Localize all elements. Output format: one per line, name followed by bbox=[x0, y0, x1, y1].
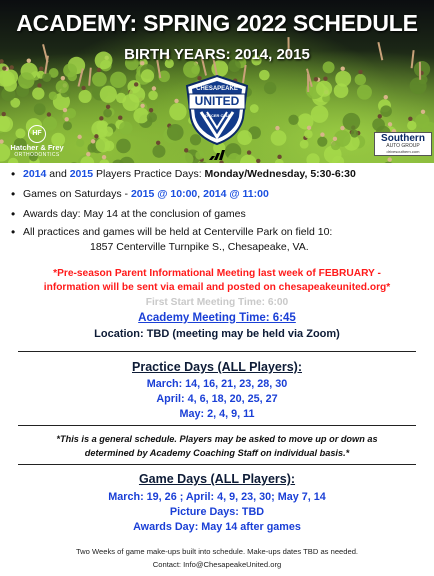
adidas-stripes-icon bbox=[207, 150, 227, 160]
schedule-notice-line2: determined by Academy Coaching Staff on individual basis.* bbox=[84, 448, 350, 458]
practice-may: May: 2, 4, 9, 11 bbox=[179, 408, 255, 420]
crest-main-text: UNITED bbox=[194, 94, 240, 108]
awards-day: Awards Day: May 14 after games bbox=[133, 521, 301, 533]
meeting-notice-line1: *Pre-season Parent Informational Meeting last week of FEBRUARY - bbox=[53, 268, 381, 279]
year-2014: 2014 bbox=[23, 168, 47, 180]
crest-bottom-text: SOCCER CLUB bbox=[202, 113, 232, 118]
hf-name: Hatcher & Frey bbox=[10, 143, 64, 152]
southern-auto-logo bbox=[374, 132, 432, 156]
year-2015: 2015 bbox=[69, 168, 94, 180]
hf-monogram: HF bbox=[28, 125, 46, 143]
header-banner bbox=[0, 0, 434, 163]
divider bbox=[18, 425, 416, 426]
practice-text: Players Practice Days: bbox=[93, 168, 205, 180]
hatcher-frey-logo bbox=[6, 125, 68, 158]
meeting-notice-line2: information will be sent via email and posted on chesapeakeunited.org* bbox=[43, 282, 391, 293]
birth-years-subtitle: BIRTH YEARS: 2014, 2015 bbox=[124, 46, 310, 63]
games-sep: , bbox=[197, 188, 204, 200]
page-title: ACADEMY: SPRING 2022 SCHEDULE bbox=[16, 10, 418, 36]
games-time-2014: 2014 @ 11:00 bbox=[203, 188, 269, 200]
adidas-logo bbox=[193, 147, 241, 163]
meeting-location: Location: TBD (meeting may be held via Zoom) bbox=[94, 328, 340, 340]
divider bbox=[18, 464, 416, 465]
bullet-location: • All practices and games will be held at Centerville Park on field 10: bbox=[23, 226, 332, 238]
club-crest-logo bbox=[183, 74, 251, 146]
schedule-notice-line1: *This is a general schedule. Players may be asked to move up or down as bbox=[56, 434, 378, 444]
game-days-heading bbox=[0, 472, 434, 486]
southern-tagline: AUTO GROUP bbox=[386, 143, 420, 149]
practice-march: March: 14, 16, 21, 23, 28, 30 bbox=[146, 378, 288, 390]
academy-meeting-link-row bbox=[0, 312, 434, 324]
practice-days-heading-text: Practice Days (ALL Players): bbox=[132, 360, 302, 374]
academy-meeting-time-link[interactable]: Academy Meeting Time: 6:45 bbox=[138, 312, 296, 324]
and-text: and bbox=[46, 168, 70, 180]
southern-url: drivesouthern.com bbox=[386, 149, 420, 154]
games-text: Games on Saturdays - bbox=[23, 188, 131, 200]
practice-days-value: Monday/Wednesday, 5:30-6:30 bbox=[204, 168, 356, 180]
practice-april: April: 4, 6, 18, 20, 25, 27 bbox=[156, 393, 278, 405]
divider bbox=[18, 351, 416, 352]
southern-name: Southern bbox=[381, 133, 425, 144]
bullet-practice-days bbox=[23, 168, 356, 180]
picture-days: Picture Days: TBD bbox=[169, 506, 265, 518]
bullet-awards: • Awards day: May 14 at the conclusion of games bbox=[23, 208, 246, 220]
first-start-meeting-time: First Start Meeting Time: 6:00 bbox=[145, 297, 289, 308]
bullet-games bbox=[23, 188, 269, 200]
park-address: 1857 Centerville Turnpike S., Chesapeake, VA. bbox=[90, 241, 309, 253]
hf-tagline: ORTHODONTICS bbox=[14, 152, 60, 158]
footer-contact: Contact: Info@ChesapeakeUnited.org bbox=[152, 560, 282, 569]
games-time-2015: 2015 @ 10:00 bbox=[130, 188, 198, 200]
crest-top-text: CHESAPEAKE bbox=[196, 86, 238, 92]
footer-makeups: Two Weeks of game make-ups built into schedule. Make-ups dates TBD as needed. bbox=[75, 547, 359, 556]
practice-days-heading bbox=[0, 360, 434, 374]
game-days-heading-text: Game Days (ALL Players): bbox=[138, 472, 296, 486]
game-dates: March: 19, 26 ; April: 4, 9, 23, 30; May 7, 14 bbox=[108, 491, 326, 503]
